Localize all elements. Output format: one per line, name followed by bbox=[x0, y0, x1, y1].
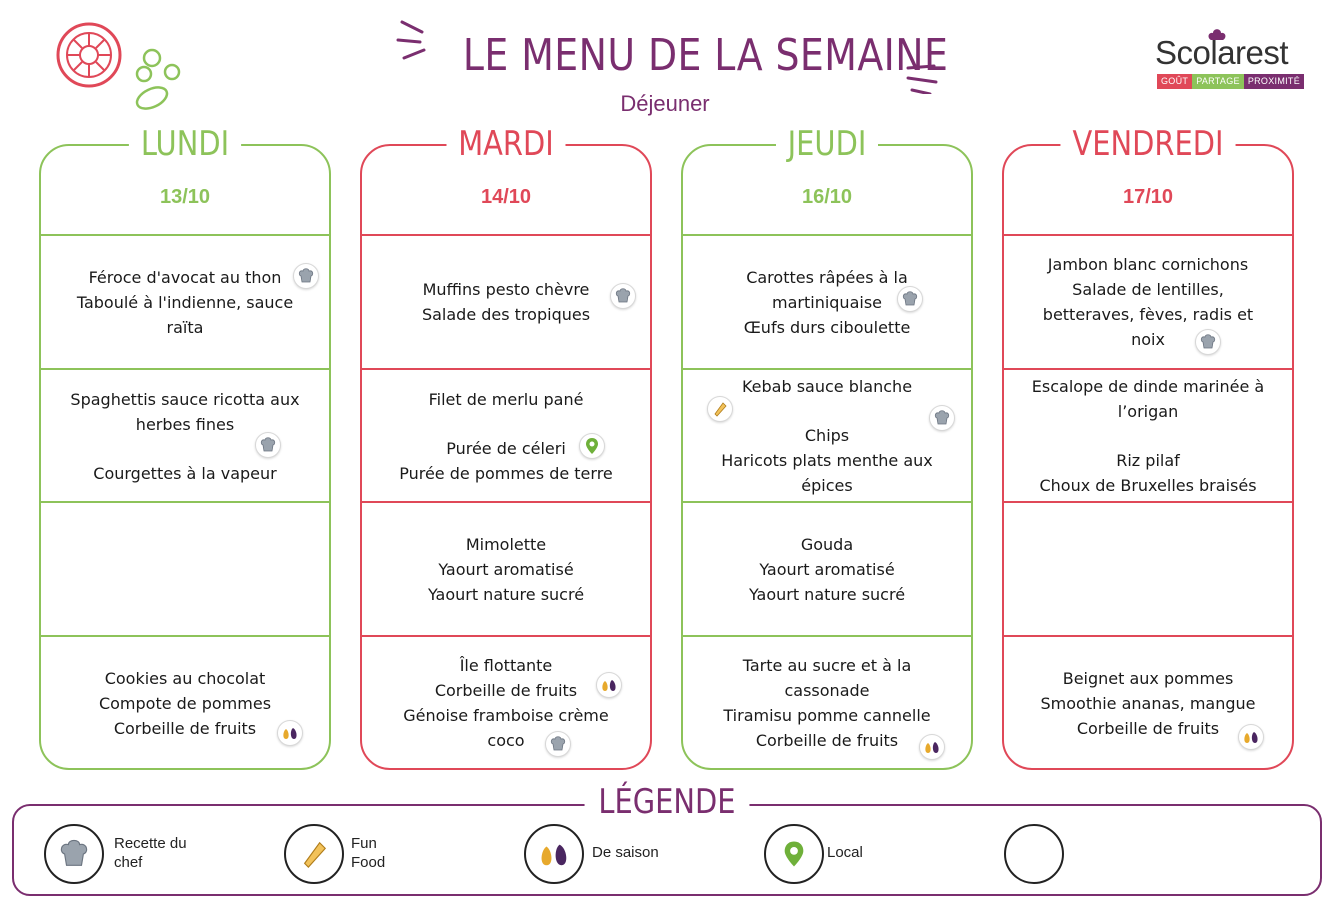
menu-item: Taboulé à l'indienne, sauce raïta bbox=[76, 292, 294, 337]
menu-item: Choux de Bruxelles braisés bbox=[1039, 476, 1257, 495]
menu-item: Tiramisu pomme cannelle bbox=[723, 706, 931, 725]
day-column-jeudi bbox=[681, 124, 973, 770]
chef-hat-icon bbox=[610, 283, 636, 309]
logo-tagline-3: PROXIMITÉ bbox=[1244, 74, 1304, 89]
menu-item: Féroce d'avocat au thon bbox=[88, 267, 282, 287]
chef-hat-icon bbox=[897, 286, 923, 312]
menu-cell-starter bbox=[362, 236, 650, 368]
chef-hat-icon bbox=[929, 405, 955, 431]
location-pin-icon bbox=[764, 824, 824, 884]
day-column-mardi bbox=[360, 124, 652, 770]
tomato-slice-icon bbox=[50, 22, 132, 88]
pear-eggplant-icon bbox=[919, 734, 945, 760]
menu-item: Spaghettis sauce ricotta aux herbes fines bbox=[70, 389, 300, 434]
day-name: JEUDI bbox=[776, 124, 879, 164]
chef-hat-icon bbox=[255, 432, 281, 458]
page-title: LE MENU DE LA SEMAINE bbox=[462, 30, 949, 81]
menu-item: Œufs durs ciboulette bbox=[743, 317, 911, 337]
menu-item: Purée de céleri bbox=[446, 438, 566, 458]
menu-item: Kebab sauce blanche bbox=[741, 377, 913, 396]
wrap-icon bbox=[707, 396, 733, 422]
empty-legend-circle bbox=[1004, 824, 1064, 884]
menu-cell-main bbox=[41, 370, 329, 502]
menu-item: Corbeille de fruits bbox=[755, 731, 899, 750]
menu-item: Haricots plats menthe aux épices bbox=[721, 451, 933, 495]
pear-eggplant-icon bbox=[524, 824, 584, 884]
menu-item: Génoise framboise crème coco bbox=[403, 706, 609, 750]
menu-item: Muffins pesto chèvre bbox=[422, 280, 590, 299]
menu-item: Beignet aux pommes bbox=[1062, 668, 1234, 688]
menu-item: Escalope de dinde marinée à l’origan bbox=[1031, 377, 1265, 421]
page-subtitle: Déjeuner bbox=[620, 91, 710, 116]
chef-hat-icon bbox=[293, 263, 319, 289]
day-column-lundi bbox=[39, 124, 331, 770]
day-date: 13/10 bbox=[159, 186, 211, 208]
menu-cell-dairy bbox=[41, 503, 329, 635]
menu-item: Corbeille de fruits bbox=[434, 681, 578, 700]
menu-cell-main bbox=[362, 370, 650, 502]
menu-item: Riz pilaf bbox=[1116, 451, 1180, 470]
scolarest-logo bbox=[1153, 34, 1313, 90]
menu-item: Yaourt nature sucré bbox=[427, 584, 585, 604]
legend-label-local: Local bbox=[827, 844, 863, 861]
menu-cell-dairy bbox=[362, 503, 650, 635]
title-decoration-left bbox=[396, 18, 432, 62]
menu-item: Chips bbox=[804, 426, 850, 445]
legend-title: LÉGENDE bbox=[585, 782, 749, 822]
peas-icon bbox=[132, 46, 188, 112]
legend-box bbox=[12, 782, 1322, 896]
menu-cell-starter bbox=[1004, 236, 1292, 368]
menu-item: Corbeille de fruits bbox=[113, 718, 257, 738]
menu-item: Jambon blanc cornichons bbox=[1047, 255, 1249, 274]
menu-item: Salade de lentilles, betteraves, fèves, radis et noix bbox=[1042, 280, 1254, 349]
legend-label-chef: Recette du chef bbox=[114, 835, 187, 871]
day-date: 16/10 bbox=[801, 186, 853, 208]
logo-tagline-1: GOÛT bbox=[1157, 74, 1192, 89]
menu-item: Yaourt nature sucré bbox=[748, 584, 906, 604]
pear-eggplant-icon bbox=[596, 672, 622, 698]
day-name: MARDI bbox=[446, 124, 565, 164]
menu-item: Smoothie ananas, mangue bbox=[1040, 693, 1256, 713]
pear-eggplant-icon bbox=[277, 720, 303, 746]
menu-item: Tarte au sucre et à la cassonade bbox=[742, 656, 912, 700]
menu-item: Compote de pommes bbox=[98, 693, 272, 713]
menu-item: Filet de merlu pané bbox=[428, 389, 584, 409]
menu-item: Gouda bbox=[800, 534, 854, 554]
day-name: LUNDI bbox=[129, 124, 241, 164]
logo-tagline bbox=[1157, 74, 1304, 89]
chef-hat-icon bbox=[545, 731, 571, 757]
chef-hat-icon bbox=[1195, 329, 1221, 355]
day-column-vendredi bbox=[1002, 124, 1294, 770]
menu-item: Corbeille de fruits bbox=[1076, 718, 1220, 738]
menu-item: Cookies au chocolat bbox=[104, 668, 266, 688]
legend-label-fun-food: Fun Food bbox=[351, 835, 386, 871]
pear-eggplant-icon bbox=[1238, 724, 1264, 750]
menu-cell-starter bbox=[683, 236, 971, 368]
menu-cell-main bbox=[1004, 370, 1292, 502]
menu-item: Yaourt aromatisé bbox=[759, 559, 895, 579]
menu-item: Salade des tropiques bbox=[421, 305, 591, 324]
menu-item: Île flottante bbox=[459, 656, 553, 675]
menu-cell-main bbox=[683, 370, 971, 502]
menu-item: Courgettes à la vapeur bbox=[93, 463, 277, 483]
menu-cell-dairy bbox=[1004, 503, 1292, 635]
logo-tagline-2: PARTAGE bbox=[1192, 74, 1244, 89]
menu-item: Mimolette bbox=[465, 534, 547, 554]
day-name: VENDREDI bbox=[1061, 124, 1236, 164]
logo-text: Scolarest bbox=[1155, 34, 1289, 71]
menu-cell-dessert bbox=[41, 637, 329, 769]
menu-cell-starter bbox=[41, 236, 329, 368]
wrap-icon bbox=[284, 824, 344, 884]
menu-item: Yaourt aromatisé bbox=[438, 559, 574, 579]
menu-cell-dessert bbox=[362, 637, 650, 769]
menu-item: Carottes râpées à la martiniquaise bbox=[746, 267, 908, 312]
title-decoration-right bbox=[904, 58, 940, 94]
location-pin-icon bbox=[579, 433, 605, 459]
legend-label-de-saison: De saison bbox=[592, 844, 659, 861]
day-date: 17/10 bbox=[1122, 186, 1174, 208]
day-date: 14/10 bbox=[480, 186, 532, 208]
chef-hat-icon bbox=[44, 824, 104, 884]
menu-cell-dairy bbox=[683, 503, 971, 635]
menu-item: Purée de pommes de terre bbox=[399, 463, 613, 483]
